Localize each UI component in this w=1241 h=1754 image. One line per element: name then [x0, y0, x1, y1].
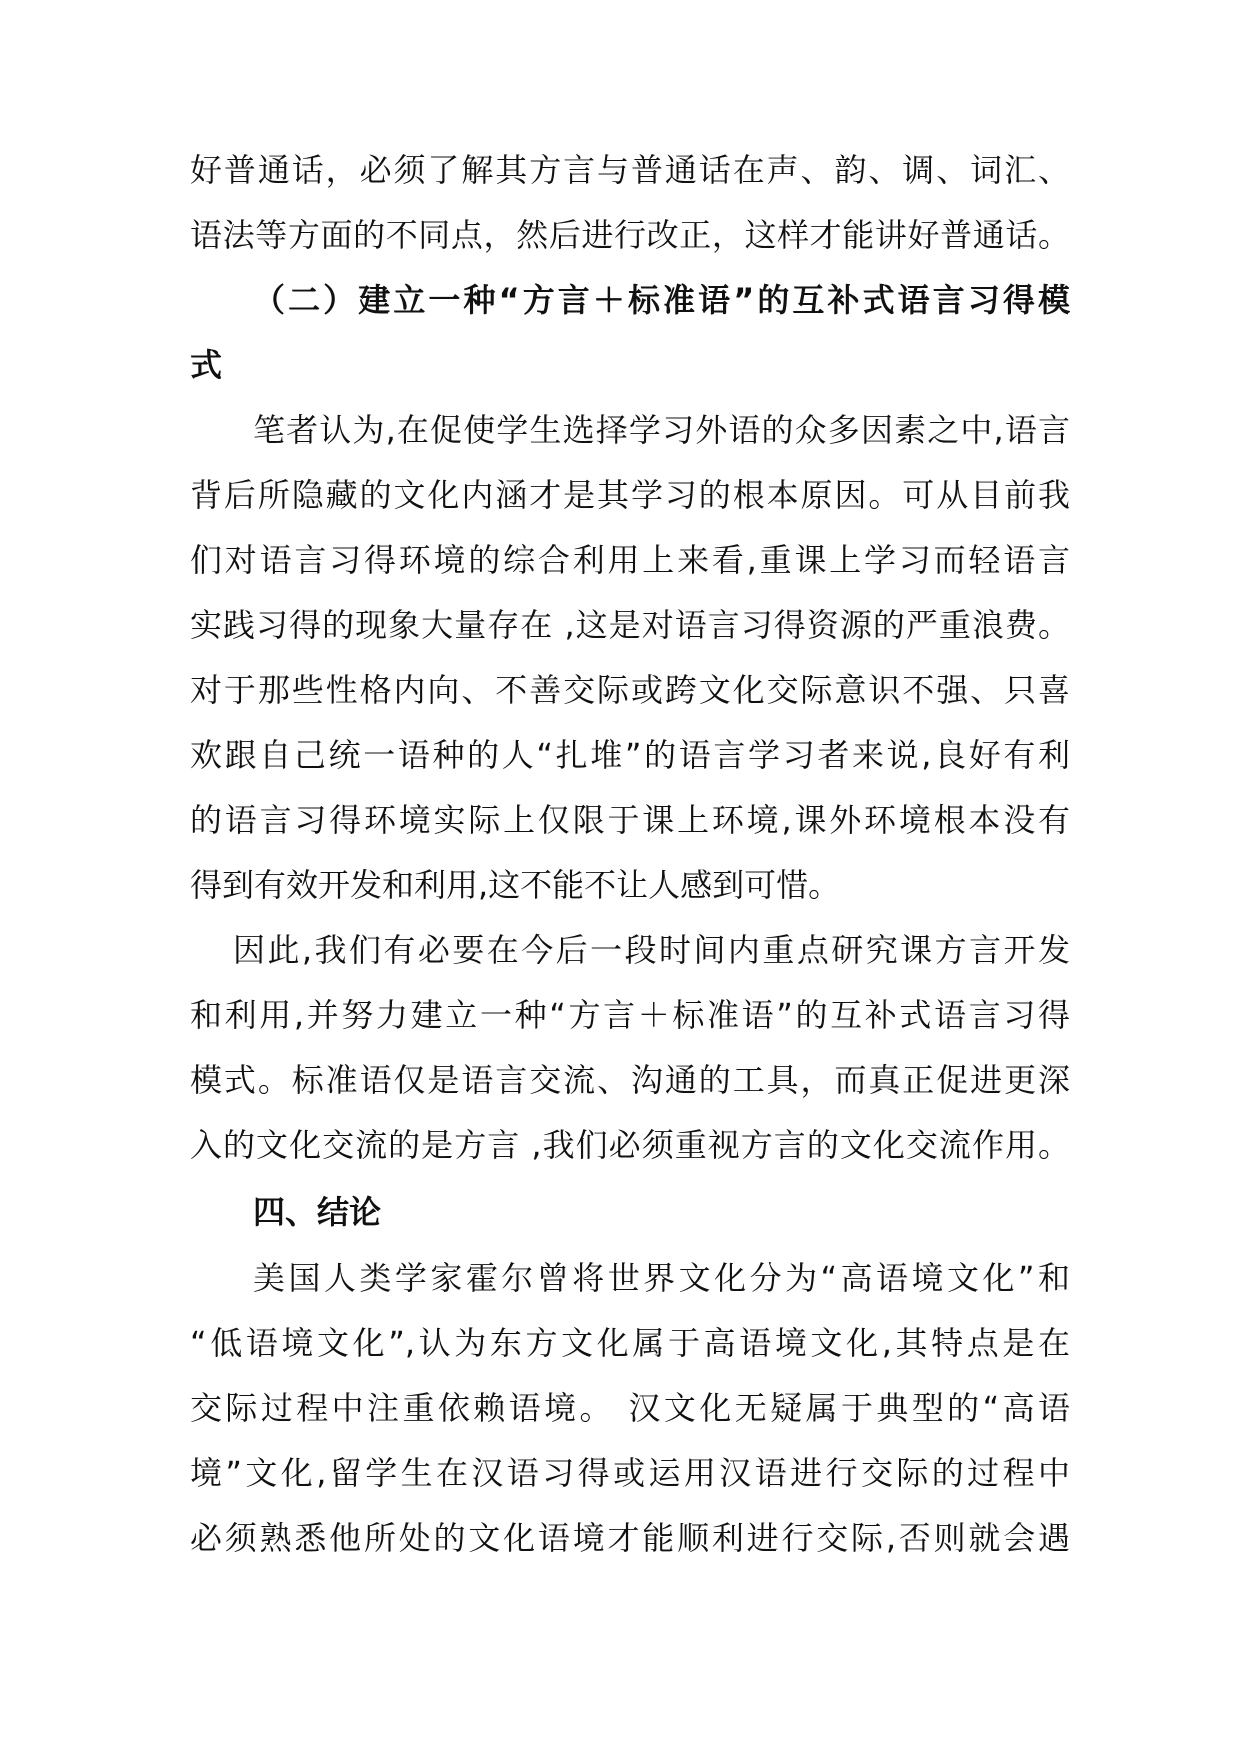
body-text-line: 语法等方面的不同点，然后进行改正，这样才能讲好普通话。 [190, 216, 1070, 254]
body-text-line: 和利用,并努力建立一种“方言＋标准语”的互补式语言习得 [190, 996, 1070, 1034]
conclusion-heading: 四、结论 [253, 1193, 382, 1231]
body-text-line: 入的文化交流的是方言 ,我们必须重视方言的文化交流作用。 [190, 1126, 1070, 1164]
body-text-line: 必须熟悉他所处的文化语境才能顺利进行交际,否则就会遇 [190, 1519, 1070, 1557]
body-text-line: 境”文化,留学生在汉语习得或运用汉语进行交际的过程中 [190, 1454, 1070, 1492]
section-heading: （二）建立一种“方言＋标准语”的互补式语言习得模 [253, 281, 1070, 319]
body-text-line: 交际过程中注重依赖语境。 汉文化无疑属于典型的“高语 [190, 1389, 1070, 1427]
paragraph-first-line: 笔者认为,在促使学生选择学习外语的众多因素之中,语言 [253, 411, 1070, 449]
body-text-line: “低语境文化”,认为东方文化属于高语境文化,其特点是在 [190, 1324, 1070, 1362]
body-text-line: 对于那些性格内向、不善交际或跨文化交际意识不强、只喜 [190, 671, 1070, 709]
body-text-line: 模式。标准语仅是语言交流、沟通的工具，而真正促进更深 [190, 1061, 1070, 1099]
body-text-line: 的语言习得环境实际上仅限于课上环境,课外环境根本没有 [190, 801, 1070, 839]
section-heading-continued: 式 [190, 346, 223, 384]
body-text-line: 背后所隐藏的文化内涵才是其学习的根本原因。可从目前我 [190, 476, 1070, 514]
body-text-line: 得到有效开发和利用,这不能不让人感到可惜。 [190, 866, 841, 904]
body-text-line: 欢跟自己统一语种的人“扎堆”的语言学习者来说,良好有利 [190, 736, 1070, 774]
body-text-line: 们对语言习得环境的综合利用上来看,重课上学习而轻语言 [190, 541, 1070, 579]
body-text-line: 实践习得的现象大量存在 ,这是对语言习得资源的严重浪费。 [190, 606, 1070, 644]
paragraph-first-line: 因此,我们有必要在今后一段时间内重点研究课方言开发 [233, 931, 1070, 969]
body-text-line: 好普通话，必须了解其方言与普通话在声、韵、调、词汇、 [190, 151, 1070, 189]
paragraph-first-line: 美国人类学家霍尔曾将世界文化分为“高语境文化”和 [253, 1259, 1070, 1297]
